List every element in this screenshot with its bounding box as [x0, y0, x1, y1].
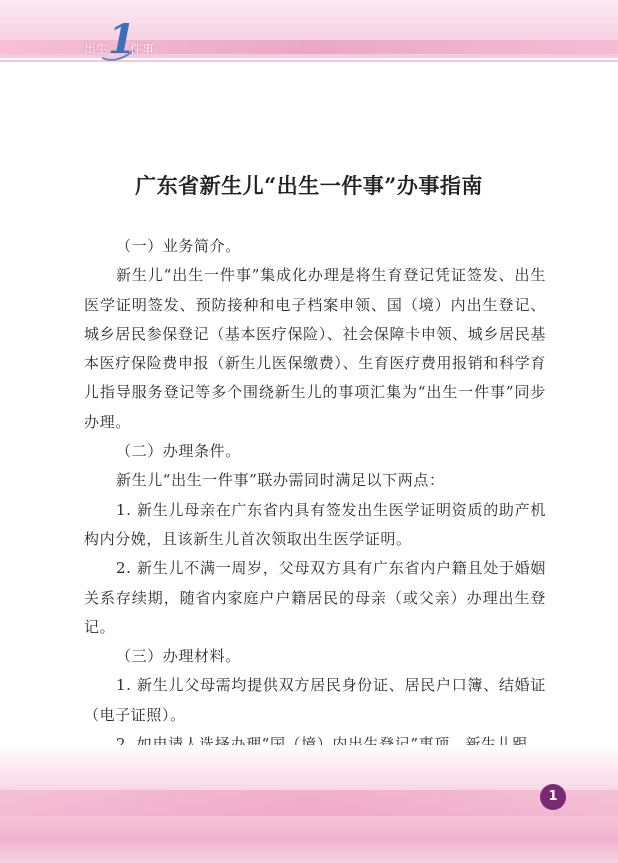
- logo-text-right: 件事: [130, 42, 155, 56]
- list-item: 1. 新生儿父母需均提供双方居民身份证、居民户口簿、结婚证（电子证照）。: [84, 676, 546, 724]
- logo-numeral: 1: [108, 16, 136, 63]
- section-heading-conditions: （二）办理条件。: [116, 442, 241, 461]
- paragraph: 新生儿“出生一件事”联办需同时满足以下两点：: [116, 471, 445, 490]
- paragraph: 新生儿“出生一件事”集成化办理是将生育登记凭证签发、出生医学证明签发、预防接种和电子档案申领、国（境）内出生登记、城乡居民参保登记（基本医疗保险）、社会保障卡申领、城乡居民基本医疗保险费申报（新生儿医保缴费）、生育医疗费用报销和科学育儿指导服务登记等多个围绕新生儿的事项汇集为“出生一件事”同步办理。: [84, 266, 546, 431]
- section-heading-materials: （三）办理材料。: [116, 647, 241, 666]
- page-number: 1: [540, 784, 566, 810]
- page-title: 广东省新生儿“出生一件事”办事指南: [135, 173, 483, 198]
- list-item: 1. 新生儿母亲在广东省内具有签发出生医学证明资质的助产机构内分娩，且该新生儿首次领取出生医学证明。: [84, 500, 546, 548]
- footer-stripe: [0, 790, 618, 816]
- body-text: [84, 232, 546, 759]
- logo-text-left: 出生: [84, 42, 109, 56]
- section-heading-intro: （一）业务简介。: [116, 237, 241, 255]
- list-item: 2. 新生儿不满一周岁，父母双方具有广东省内户籍且处于婚姻关系存续期，随省内家庭户户籍居民的母亲（或父亲）办理出生登记。: [84, 559, 546, 636]
- logo: [78, 18, 168, 66]
